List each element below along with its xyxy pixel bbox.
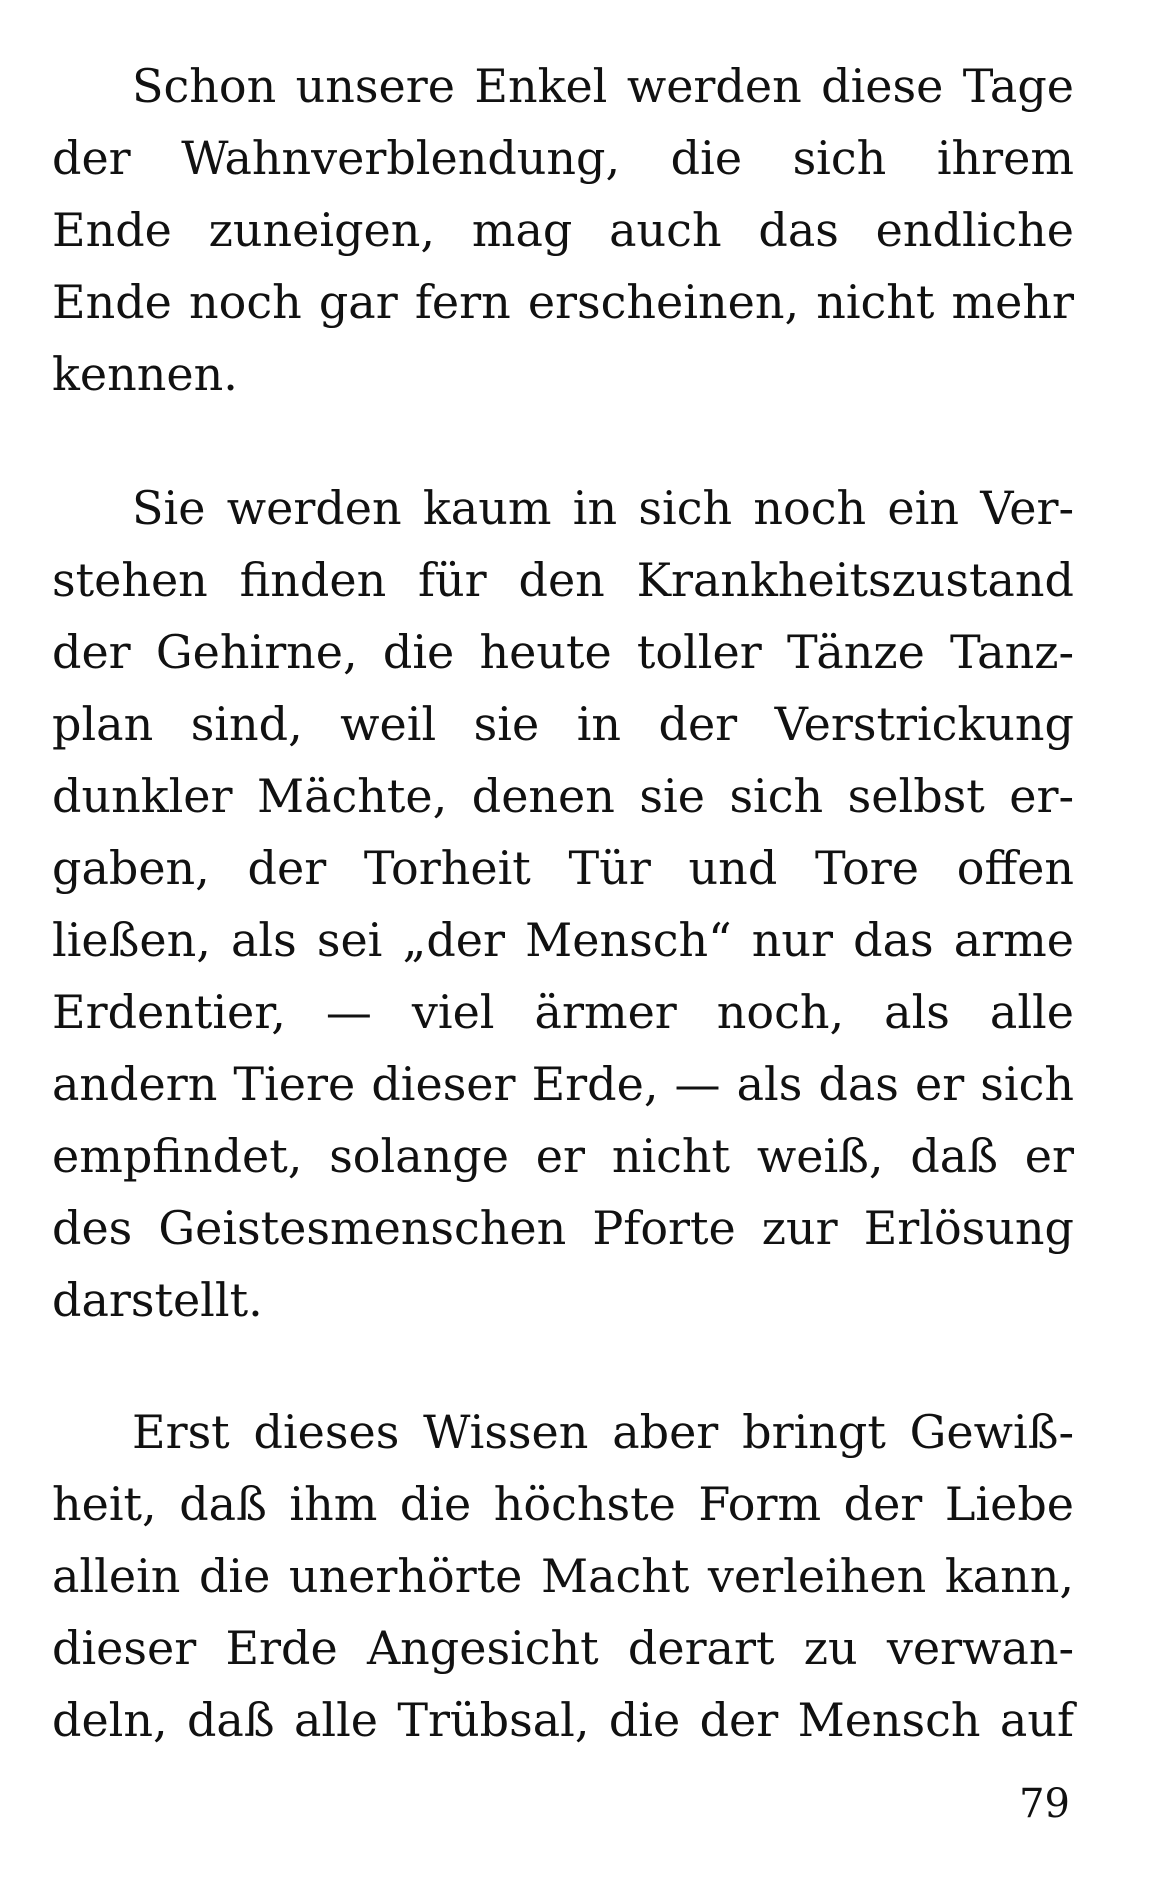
paragraph-2-line-10: empfindet, solange er nicht weiß, daß er [52,1129,1074,1183]
paragraph-3-line-1: Erst dieses Wissen aber bringt Gewiß- [132,1405,1074,1459]
paragraph-1-line-3: Ende zuneigen, mag auch das endliche [52,203,1074,257]
paragraph-2-line-6: gaben, der Torheit Tür und Tore offen [52,841,1074,895]
paragraph-1-line-5: kennen. [52,347,238,401]
paragraph-2-line-2: stehen finden für den Krankheitszustand [52,553,1074,607]
paragraph-3-line-3: allein die unerhörte Macht verleihen kann, [52,1549,1074,1603]
paragraph-1-line-1: Schon unsere Enkel werden diese Tage [132,59,1074,113]
paragraph-3-line-5: deln, daß alle Trübsal, die der Mensch auf [52,1693,1074,1747]
paragraph-2-line-5: dunkler Mächte, denen sie sich selbst er- [52,769,1074,823]
paragraph-3-line-4: dieser Erde Angesicht derart zu verwan- [52,1621,1074,1675]
paragraph-3-line-2: heit, daß ihm die höchste Form der Liebe [52,1477,1074,1531]
paragraph-2-line-1: Sie werden kaum in sich noch ein Ver- [132,481,1074,535]
paragraph-2-line-9: andern Tiere dieser Erde, — als das er sich [52,1057,1074,1111]
paragraph-1-line-4: Ende noch gar fern erscheinen, nicht mehr [52,275,1074,329]
paragraph-2-line-11: des Geistesmenschen Pforte zur Erlösung [52,1201,1074,1255]
paragraph-2-line-4: plan sind, weil sie in der Verstrickung [52,697,1074,751]
page-number: 79 [1019,1781,1070,1827]
paragraph-2-line-7: ließen, als sei „der Mensch“ nur das arme [52,913,1074,967]
paragraph-2-line-8: Erdentier, — viel ärmer noch, als alle [52,985,1074,1039]
paragraph-1-line-2: der Wahnverblendung, die sich ihrem [52,131,1074,185]
paragraph-2-line-12: darstellt. [52,1273,263,1327]
paragraph-2-line-3: der Gehirne, die heute toller Tänze Tanz- [52,625,1074,679]
